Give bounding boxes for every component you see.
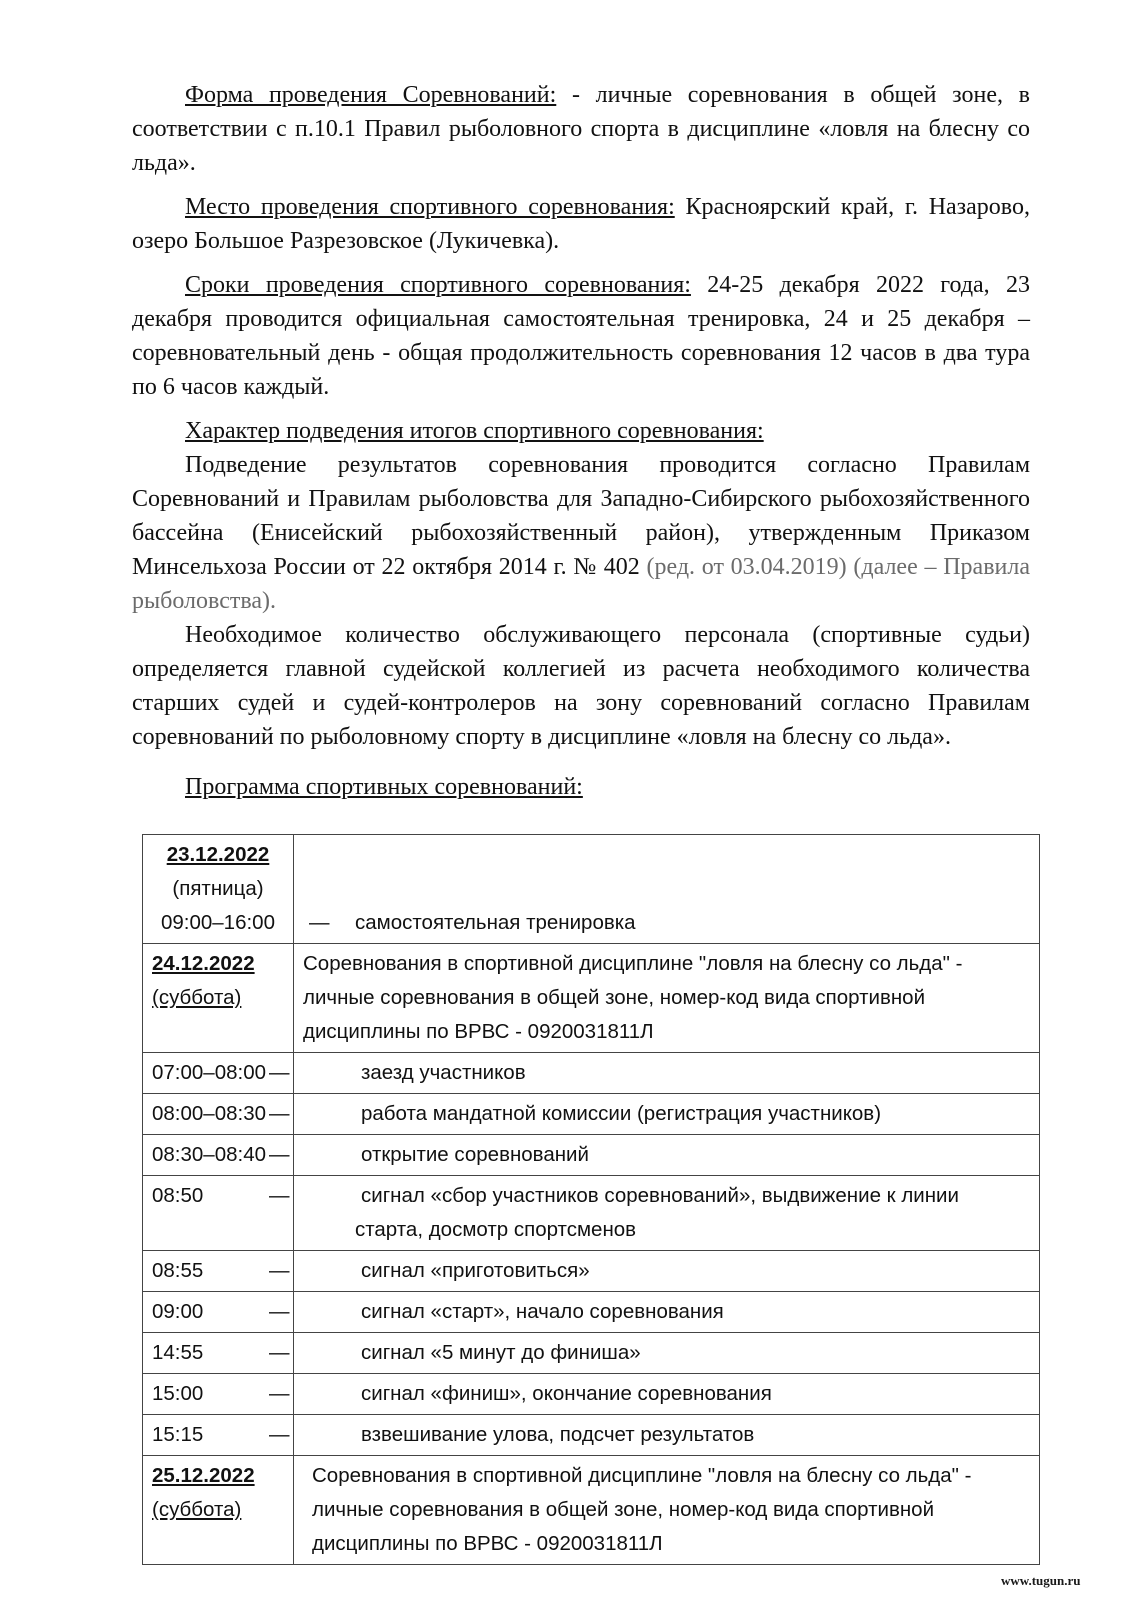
row-time: 07:00–08:00 [143, 1053, 294, 1094]
row-activity: сигнал «5 минут до финиша» [361, 1341, 641, 1364]
row-time: 15:00 [143, 1374, 294, 1415]
day2-date-cell [143, 944, 294, 1053]
day2-date: 24.12.2022 [152, 952, 255, 975]
row-time: 14:55 [143, 1333, 294, 1374]
dash-mark: — [269, 1102, 290, 1125]
dash-mark: — [269, 1341, 290, 1364]
staff-paragraph: Необходимое количество обслуживающего персонала (спортивные судьи) определяется главной судейской коллегией из расчета необходимого количества старших судей и судей-контролеров на зону соревнований согласно Правилам соревнований по рыболовному спорту в дисциплине «ловля на блесну со льда». [132, 622, 1030, 750]
day1-activity: самостоятельная тренировка [355, 911, 636, 934]
table-row [143, 1053, 1040, 1094]
table-row [143, 1415, 1040, 1456]
dates-text: 24-25 декабря 2022 года, 23 декабря проводится официальная самостоятельная тренировка, 24 и 25 декабря – соревновательный день - общая продолжительность соревнования 12 часов в два тура по 6 часов каждый. [132, 272, 1030, 400]
competition-form-text: - личные соревнования в общей зоне, в соответствии с п.10.1 Правил рыболовного спорта в дисциплине «ловля на блесну со льда». [132, 82, 1031, 176]
results-edition-note: (ред. от 03.04.2019) (далее – Правила рыболовства). [132, 554, 1031, 614]
schedule-row-day3 [143, 1456, 1040, 1565]
dates-paragraph [132, 268, 1030, 404]
row-time: 08:30–08:40 [143, 1135, 294, 1176]
day1-activity-cell [294, 835, 1040, 944]
row-time: 08:00–08:30 [143, 1094, 294, 1135]
day1-date-cell [143, 835, 294, 944]
dash-mark: — [269, 1382, 290, 1405]
dash-mark: — [269, 1061, 290, 1084]
venue-paragraph [132, 190, 1030, 258]
venue-label: Место проведения спортивного соревнования: [185, 194, 675, 220]
row-activity: сигнал «сбор участников соревнований», выдвижение к линии старта, досмотр спортсменов [355, 1184, 959, 1241]
dash-mark: — [269, 1184, 290, 1207]
watermark-text: www.tugun.ru [1001, 1573, 1081, 1588]
document-page [132, 78, 1030, 804]
day3-description: Соревнования в спортивной дисциплине "ловля на блесну со льда" - личные соревнования в общей зоне, номер-код вида спортивной дисциплины по ВРВС - 0920031811Л [294, 1456, 1040, 1565]
row-time: 08:50 [143, 1176, 294, 1251]
row-activity: сигнал «приготовиться» [361, 1259, 590, 1282]
table-row [143, 1251, 1040, 1292]
competition-form-paragraph [132, 78, 1030, 180]
venue-text: Красноярский край, г. Назарово, озеро Большое Разрезовское (Лукичевка). [132, 194, 1030, 254]
row-activity: заезд участников [361, 1061, 526, 1084]
day3-weekday: (суббота) [152, 1498, 242, 1521]
schedule-row-day2 [143, 944, 1040, 1053]
row-activity: сигнал «старт», начало соревнования [361, 1300, 724, 1323]
dash-mark: — [269, 1143, 290, 1166]
dash-mark: — [309, 911, 330, 934]
day3-date-cell [143, 1456, 294, 1565]
schedule-table [142, 834, 1040, 1565]
dash-mark: — [269, 1300, 290, 1323]
row-time: 08:55 [143, 1251, 294, 1292]
table-row [143, 1374, 1040, 1415]
row-activity: сигнал «финиш», окончание соревнования [361, 1382, 772, 1405]
row-activity: взвешивание улова, подсчет результатов [361, 1423, 755, 1446]
table-row [143, 1135, 1040, 1176]
day1-date: 23.12.2022 [166, 843, 270, 866]
results-paragraph [132, 448, 1030, 618]
row-activity: работа мандатной комиссии (регистрация участников) [361, 1102, 882, 1125]
dash-mark: — [269, 1423, 290, 1446]
schedule-row-day1 [143, 835, 1040, 944]
table-row [143, 1094, 1040, 1135]
row-activity: открытие соревнований [361, 1143, 589, 1166]
row-time: 09:00 [143, 1292, 294, 1333]
day2-description: Соревнования в спортивной дисциплине "ловля на блесну со льда" - личные соревнования в общей зоне, номер-код вида спортивной дисциплины по ВРВС - 0920031811Л [294, 944, 1040, 1053]
day1-time: 09:00–16:00 [160, 911, 275, 934]
results-heading: Характер подведения итогов спортивного соревнования: [185, 418, 764, 444]
dash-mark: — [269, 1259, 290, 1282]
row-time: 15:15 [143, 1415, 294, 1456]
competition-form-label: Форма проведения Соревнований: [185, 82, 557, 108]
program-heading: Программа спортивных соревнований: [185, 774, 583, 800]
day1-weekday: (пятница) [172, 877, 264, 900]
day2-weekday: (суббота) [152, 986, 242, 1009]
table-row [143, 1176, 1040, 1251]
table-row [143, 1292, 1040, 1333]
table-row [143, 1333, 1040, 1374]
day3-date: 25.12.2022 [152, 1464, 255, 1487]
results-text: Подведение результатов соревнования проводится согласно Правилам Соревнований и Правилам рыболовства для Западно-Сибирского рыбохозяйственного бассейна (Енисейский рыбохозяйственный район), утвержденным Приказом Минсельхоза России от 22 октября 2014 г. № 402 [132, 452, 1030, 580]
dates-label: Сроки проведения спортивного соревнования: [185, 272, 691, 298]
